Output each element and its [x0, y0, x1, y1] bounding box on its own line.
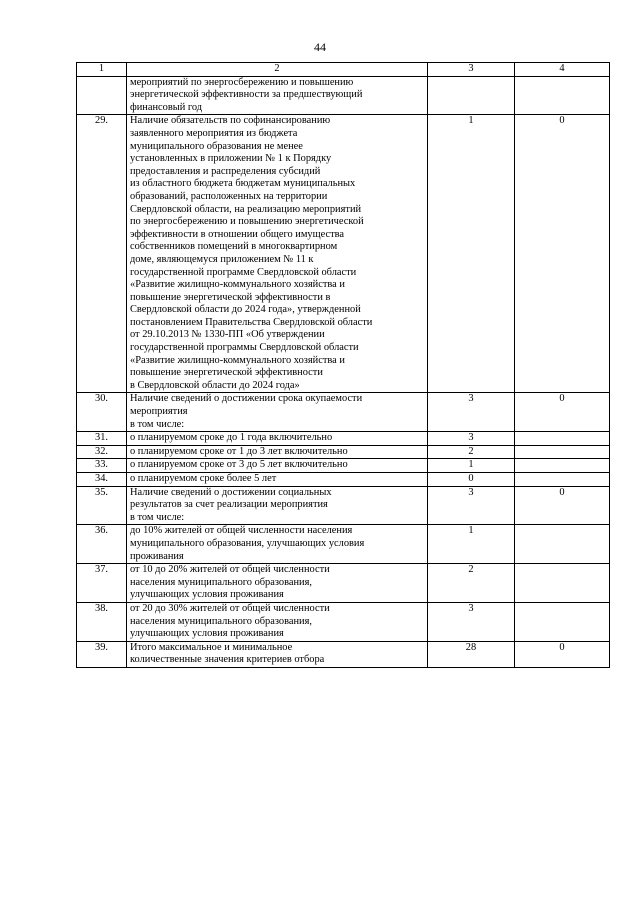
row-description [127, 525, 428, 564]
row-description [127, 602, 428, 641]
description-line: результатов за счет реализации мероприятия [130, 499, 328, 511]
table-row [77, 393, 610, 432]
row-number: 35. [77, 486, 127, 525]
row-description [127, 459, 428, 473]
row-description [127, 486, 428, 525]
row-col4-value [515, 445, 610, 459]
row-col4-value [515, 473, 610, 487]
row-description [127, 445, 428, 459]
row-description [127, 473, 428, 487]
table-row [77, 459, 610, 473]
table-row [77, 445, 610, 459]
header-col-2: 2 [127, 63, 428, 77]
description-line: от 20 до 30% жителей от общей численности [130, 602, 330, 614]
description-line: Свердловской области до 2024 года», утвержденной [130, 304, 361, 316]
row-col3-value: 1 [428, 459, 515, 473]
header-col-1: 1 [77, 63, 127, 77]
row-col3-value: 0 [428, 473, 515, 487]
row-col3-value: 1 [428, 525, 515, 564]
description-line: по энергосбережению и повышению энергетической [130, 216, 364, 228]
description-line: Наличие сведений о достижении социальных [130, 486, 332, 498]
description-line: повышение энергетической эффективности в [130, 291, 331, 303]
description-line: о планируемом сроке до 1 года включительно [130, 432, 333, 444]
row-col4-value: 0 [515, 393, 610, 432]
description-line: в том числе: [130, 511, 185, 523]
row-number: 36. [77, 525, 127, 564]
row-col4-value [515, 76, 610, 115]
header-col-4: 4 [515, 63, 610, 77]
header-col-3: 3 [428, 63, 515, 77]
page-number: 44 [314, 40, 326, 54]
row-description [127, 76, 428, 115]
description-line: повышение энергетической эффективности [130, 367, 323, 379]
row-col4-value: 0 [515, 115, 610, 393]
table-row [77, 486, 610, 525]
row-col4-value [515, 602, 610, 641]
table-row [77, 641, 610, 667]
description-line: от 29.10.2013 № 1330-ПП «Об утверждении [130, 329, 325, 341]
description-line: Свердловской области, на реализацию мероприятий [130, 203, 362, 215]
row-col4-value: 0 [515, 641, 610, 667]
description-line: «Развитие жилищно-коммунального хозяйства и [130, 279, 345, 291]
description-line: населения муниципального образования, [130, 615, 312, 627]
row-col3-value [428, 76, 515, 115]
row-number: 34. [77, 473, 127, 487]
description-line: «Развитие жилищно-коммунального хозяйства и [130, 354, 345, 366]
criteria-table-body [77, 63, 610, 668]
description-line: до 10% жителей от общей численности населения [130, 525, 353, 537]
description-line: энергетической эффективности за предшествующий [130, 89, 363, 101]
description-line: заявленного мероприятия из бюджета [130, 127, 298, 139]
description-line: мероприятий по энергосбережению и повышению [130, 76, 354, 88]
row-col3-value: 1 [428, 115, 515, 393]
description-line: о планируемом сроке более 5 лет [130, 473, 277, 484]
table-row [77, 525, 610, 564]
row-number: 33. [77, 459, 127, 473]
row-col4-value: 0 [515, 486, 610, 525]
description-line: эффективности в отношении общего имущества [130, 228, 345, 240]
row-col3-value: 2 [428, 564, 515, 603]
criteria-table [76, 62, 610, 668]
row-col3-value: 3 [428, 432, 515, 446]
row-number: 38. [77, 602, 127, 641]
row-description [127, 641, 428, 667]
row-number: 32. [77, 445, 127, 459]
description-line: муниципального образования, улучшающих условия [130, 537, 365, 549]
row-col3-value: 3 [428, 602, 515, 641]
description-line: постановлением Правительства Свердловской области [130, 316, 373, 328]
table-row [77, 115, 610, 393]
description-line: собственников помещений в многоквартирном [130, 241, 338, 253]
row-col3-value: 3 [428, 393, 515, 432]
table-header-row [77, 63, 610, 77]
row-col4-value [515, 459, 610, 473]
description-line: образований, расположенных на территории [130, 190, 328, 202]
description-line: установленных в приложении № 1 к Порядку [130, 153, 332, 165]
row-description [127, 393, 428, 432]
description-line: из областного бюджета бюджетам муниципальных [130, 178, 356, 190]
description-line: государственной программе Свердловской области [130, 266, 357, 278]
description-line: о планируемом сроке от 3 до 5 лет включительно [130, 459, 348, 471]
description-line: Наличие сведений о достижении срока окупаемости [130, 393, 363, 405]
description-line: доме, являющемуся приложением № 11 к [130, 253, 314, 265]
row-col3-value: 28 [428, 641, 515, 667]
description-line: улучшающих условия проживания [130, 628, 284, 640]
description-line: о планируемом сроке от 1 до 3 лет включительно [130, 445, 348, 457]
description-line: Наличие обязательств по софинансированию [130, 115, 331, 127]
row-col3-value: 2 [428, 445, 515, 459]
description-line: предоставления и распределения субсидий [130, 165, 321, 177]
description-line: от 10 до 20% жителей от общей численности [130, 564, 330, 576]
description-line: улучшающих условия проживания [130, 589, 284, 601]
description-line: в том числе: [130, 418, 185, 430]
row-description [127, 115, 428, 393]
table-row [77, 473, 610, 487]
row-number: 31. [77, 432, 127, 446]
row-description [127, 564, 428, 603]
description-line: мероприятия [130, 406, 188, 418]
row-number: 37. [77, 564, 127, 603]
row-col3-value: 3 [428, 486, 515, 525]
description-line: Итого максимальное и минимальное [130, 641, 293, 653]
row-col4-value [515, 564, 610, 603]
description-line: государственной программы Свердловской области [130, 342, 359, 354]
description-line: количественные значения критериев отбора [130, 654, 325, 666]
table-row [77, 602, 610, 641]
description-line: проживания [130, 550, 184, 562]
row-description [127, 432, 428, 446]
row-col4-value [515, 432, 610, 446]
row-number: 29. [77, 115, 127, 393]
row-number: 30. [77, 393, 127, 432]
table-row [77, 76, 610, 115]
row-number: 39. [77, 641, 127, 667]
table-row [77, 564, 610, 603]
description-line: в Свердловской области до 2024 года» [130, 379, 300, 391]
description-line: населения муниципального образования, [130, 576, 312, 588]
description-line: финансовый год [130, 101, 203, 113]
table-row [77, 432, 610, 446]
row-col4-value [515, 525, 610, 564]
description-line: муниципального образования не менее [130, 140, 303, 152]
row-number [77, 76, 127, 115]
